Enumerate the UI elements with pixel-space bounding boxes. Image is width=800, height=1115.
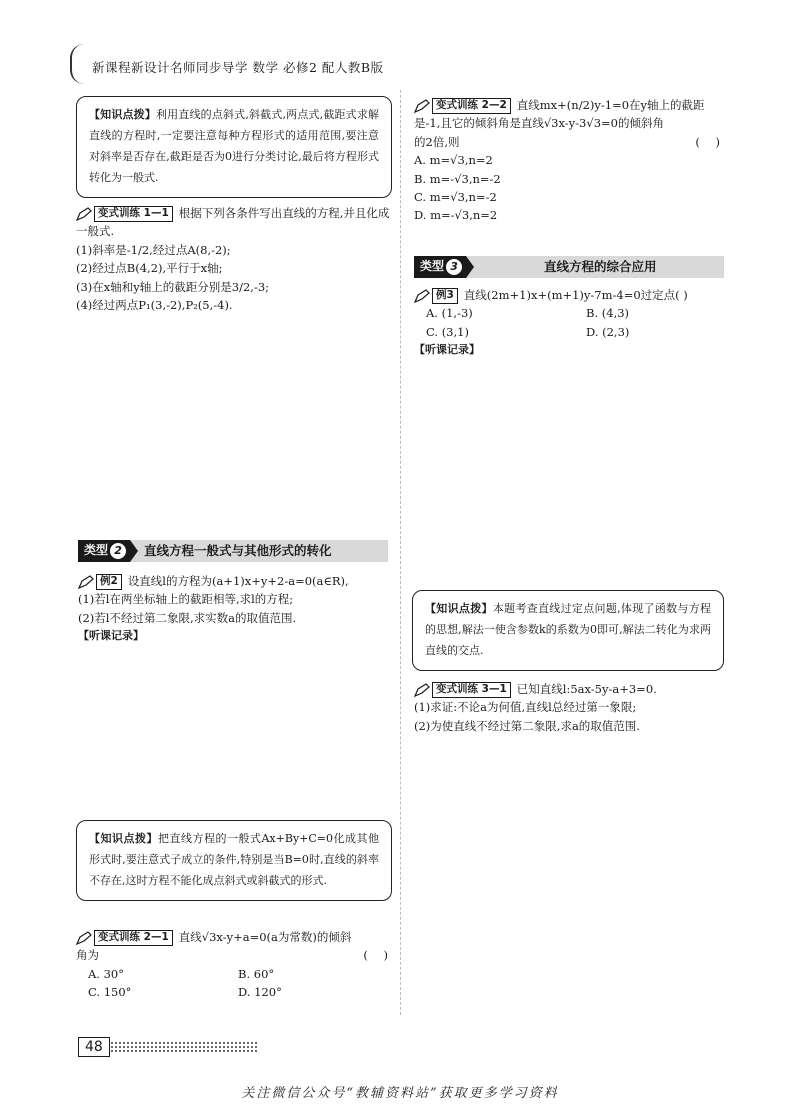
answer-paren: ( ) (695, 134, 726, 149)
exercise-2-1 (76, 928, 394, 1002)
knowledge-tip-box-2 (76, 820, 392, 901)
exercise-2-2 (414, 96, 726, 225)
type-2-heading (78, 540, 388, 562)
exercise-text-line2: 是-1,且它的倾斜角是直线√3x-y-3√3=0的倾斜角 (414, 116, 664, 131)
option-c: C. (3,1) (426, 324, 469, 339)
page-number: 48 (78, 1037, 110, 1057)
tip-text: 本题考查直线过定点问题,体现了函数与方程的思想,解法一使含参数k的系数为0即可,解法二转化为求两直线的交点. (425, 602, 712, 657)
column-divider (400, 90, 401, 1015)
tip-text: 把直线方程的一般式Ax+By+C=0化成其他形式时,要注意式子成立的条件,特别是当B=0时,直线的斜率不存在,这时方程不能化成点斜式或斜截式的形式. (89, 832, 379, 887)
option-b: B. 60° (238, 966, 275, 981)
exercise-badge: 变式训练 3—1 (414, 682, 511, 698)
pencil-icon (76, 207, 92, 221)
example-item: (2)若l不经过第二象限,求实数a的取值范围. (78, 610, 297, 625)
exercise-item: (2)为使直线不经过第二象限,求a的取值范围. (414, 718, 640, 733)
exercise-1-1 (76, 204, 394, 314)
type-title: 直线方程的综合应用 (544, 259, 657, 274)
option-c: C. m=√3,n=-2 (414, 189, 497, 204)
type-tag: 类型 (420, 259, 445, 274)
option-a: A. m=√3,n=2 (414, 153, 493, 168)
exercise-text: 直线√3x-y+a=0(a为常数)的倾斜 (178, 930, 352, 944)
exercise-intro: 根据下列各条件写出直线的方程,并且化成一般式. (76, 206, 390, 239)
exercise-item: (2)经过点B(4,2),平行于x轴; (76, 261, 223, 276)
answer-paren: ( ) (363, 948, 394, 963)
option-b: B. (4,3) (586, 306, 630, 321)
exercise-item: (1)斜率是-1/2,经过点A(8,-2); (76, 242, 231, 257)
type-number: 3 (446, 259, 462, 275)
lecture-notes-label: 【听课记录】 (414, 343, 480, 357)
option-a: A. (1,-3) (426, 306, 473, 321)
exercise-item: (3)在x轴和y轴上的截距分别是3/2,-3; (76, 279, 270, 294)
example-badge: 例2 (78, 574, 122, 590)
tip-label: 【知识点拨】 (89, 108, 156, 121)
exercise-text-line3: 的2倍,则 (414, 134, 460, 149)
option-d: D. m=-√3,n=2 (414, 208, 498, 223)
exercise-text: 直线mx+(n/2)y-1=0在y轴上的截距 (516, 98, 705, 112)
example-3 (414, 286, 726, 359)
option-a: A. 30° (88, 966, 124, 981)
example-2 (78, 572, 396, 645)
tip-label: 【知识点拨】 (89, 832, 158, 845)
option-d: D. (2,3) (586, 324, 630, 339)
pencil-icon (414, 289, 430, 303)
pencil-icon (414, 99, 430, 113)
option-c: C. 150° (88, 985, 132, 1000)
exercise-item: (1)求证:不论a为何值,直线l总经过第一象限; (414, 700, 637, 715)
tip-label: 【知识点拨】 (425, 602, 493, 615)
header-bracket (70, 44, 86, 84)
type-title: 直线方程一般式与其他形式的转化 (144, 543, 332, 558)
exercise-badge: 变式训练 1—1 (76, 206, 173, 222)
option-b: B. m=-√3,n=-2 (414, 171, 501, 186)
tip-text: 利用直线的点斜式,斜截式,两点式,截距式求解直线的方程时,一定要注意每种方程形式的适用范围,要注意对斜率是否存在,截距是否为0进行分类讨论,最后将方程形式转化为一般式. (89, 108, 379, 184)
type-tag: 类型 (84, 543, 109, 558)
option-d: D. 120° (238, 985, 282, 1000)
pencil-icon (78, 575, 94, 589)
exercise-badge: 变式训练 2—2 (414, 98, 511, 114)
lecture-notes-label: 【听课记录】 (78, 629, 144, 643)
exercise-text: 已知直线l:5ax-5y-a+3=0. (516, 682, 657, 696)
page-number-hatch (110, 1041, 258, 1053)
exercise-text-cont: 角为 (76, 948, 99, 963)
running-header: 新课程新设计名师同步导学 数学 必修2 配人教B版 (92, 60, 384, 75)
pencil-icon (414, 683, 430, 697)
type-3-heading (414, 256, 724, 278)
exercise-3-1 (414, 680, 726, 735)
example-item: (1)若l在两坐标轴上的截距相等,求l的方程; (78, 592, 294, 607)
knowledge-tip-box-1 (76, 96, 392, 198)
example-badge: 例3 (414, 288, 458, 304)
knowledge-tip-box-3 (412, 590, 724, 671)
example-text: 设直线l的方程为(a+1)x+y+2-a=0(a∈R), (127, 574, 349, 588)
exercise-badge: 变式训练 2—1 (76, 930, 173, 946)
exercise-item: (4)经过两点P₁(3,-2),P₂(5,-4). (76, 297, 233, 312)
pencil-icon (76, 931, 92, 945)
page-number-strip (78, 1036, 258, 1058)
footer-note: 关注微信公众号“教辅资料站”获取更多学习资料 (241, 1086, 559, 1101)
type-number: 2 (110, 543, 126, 559)
example-text: 直线(2m+1)x+(m+1)y-7m-4=0过定点( ) (463, 288, 688, 302)
